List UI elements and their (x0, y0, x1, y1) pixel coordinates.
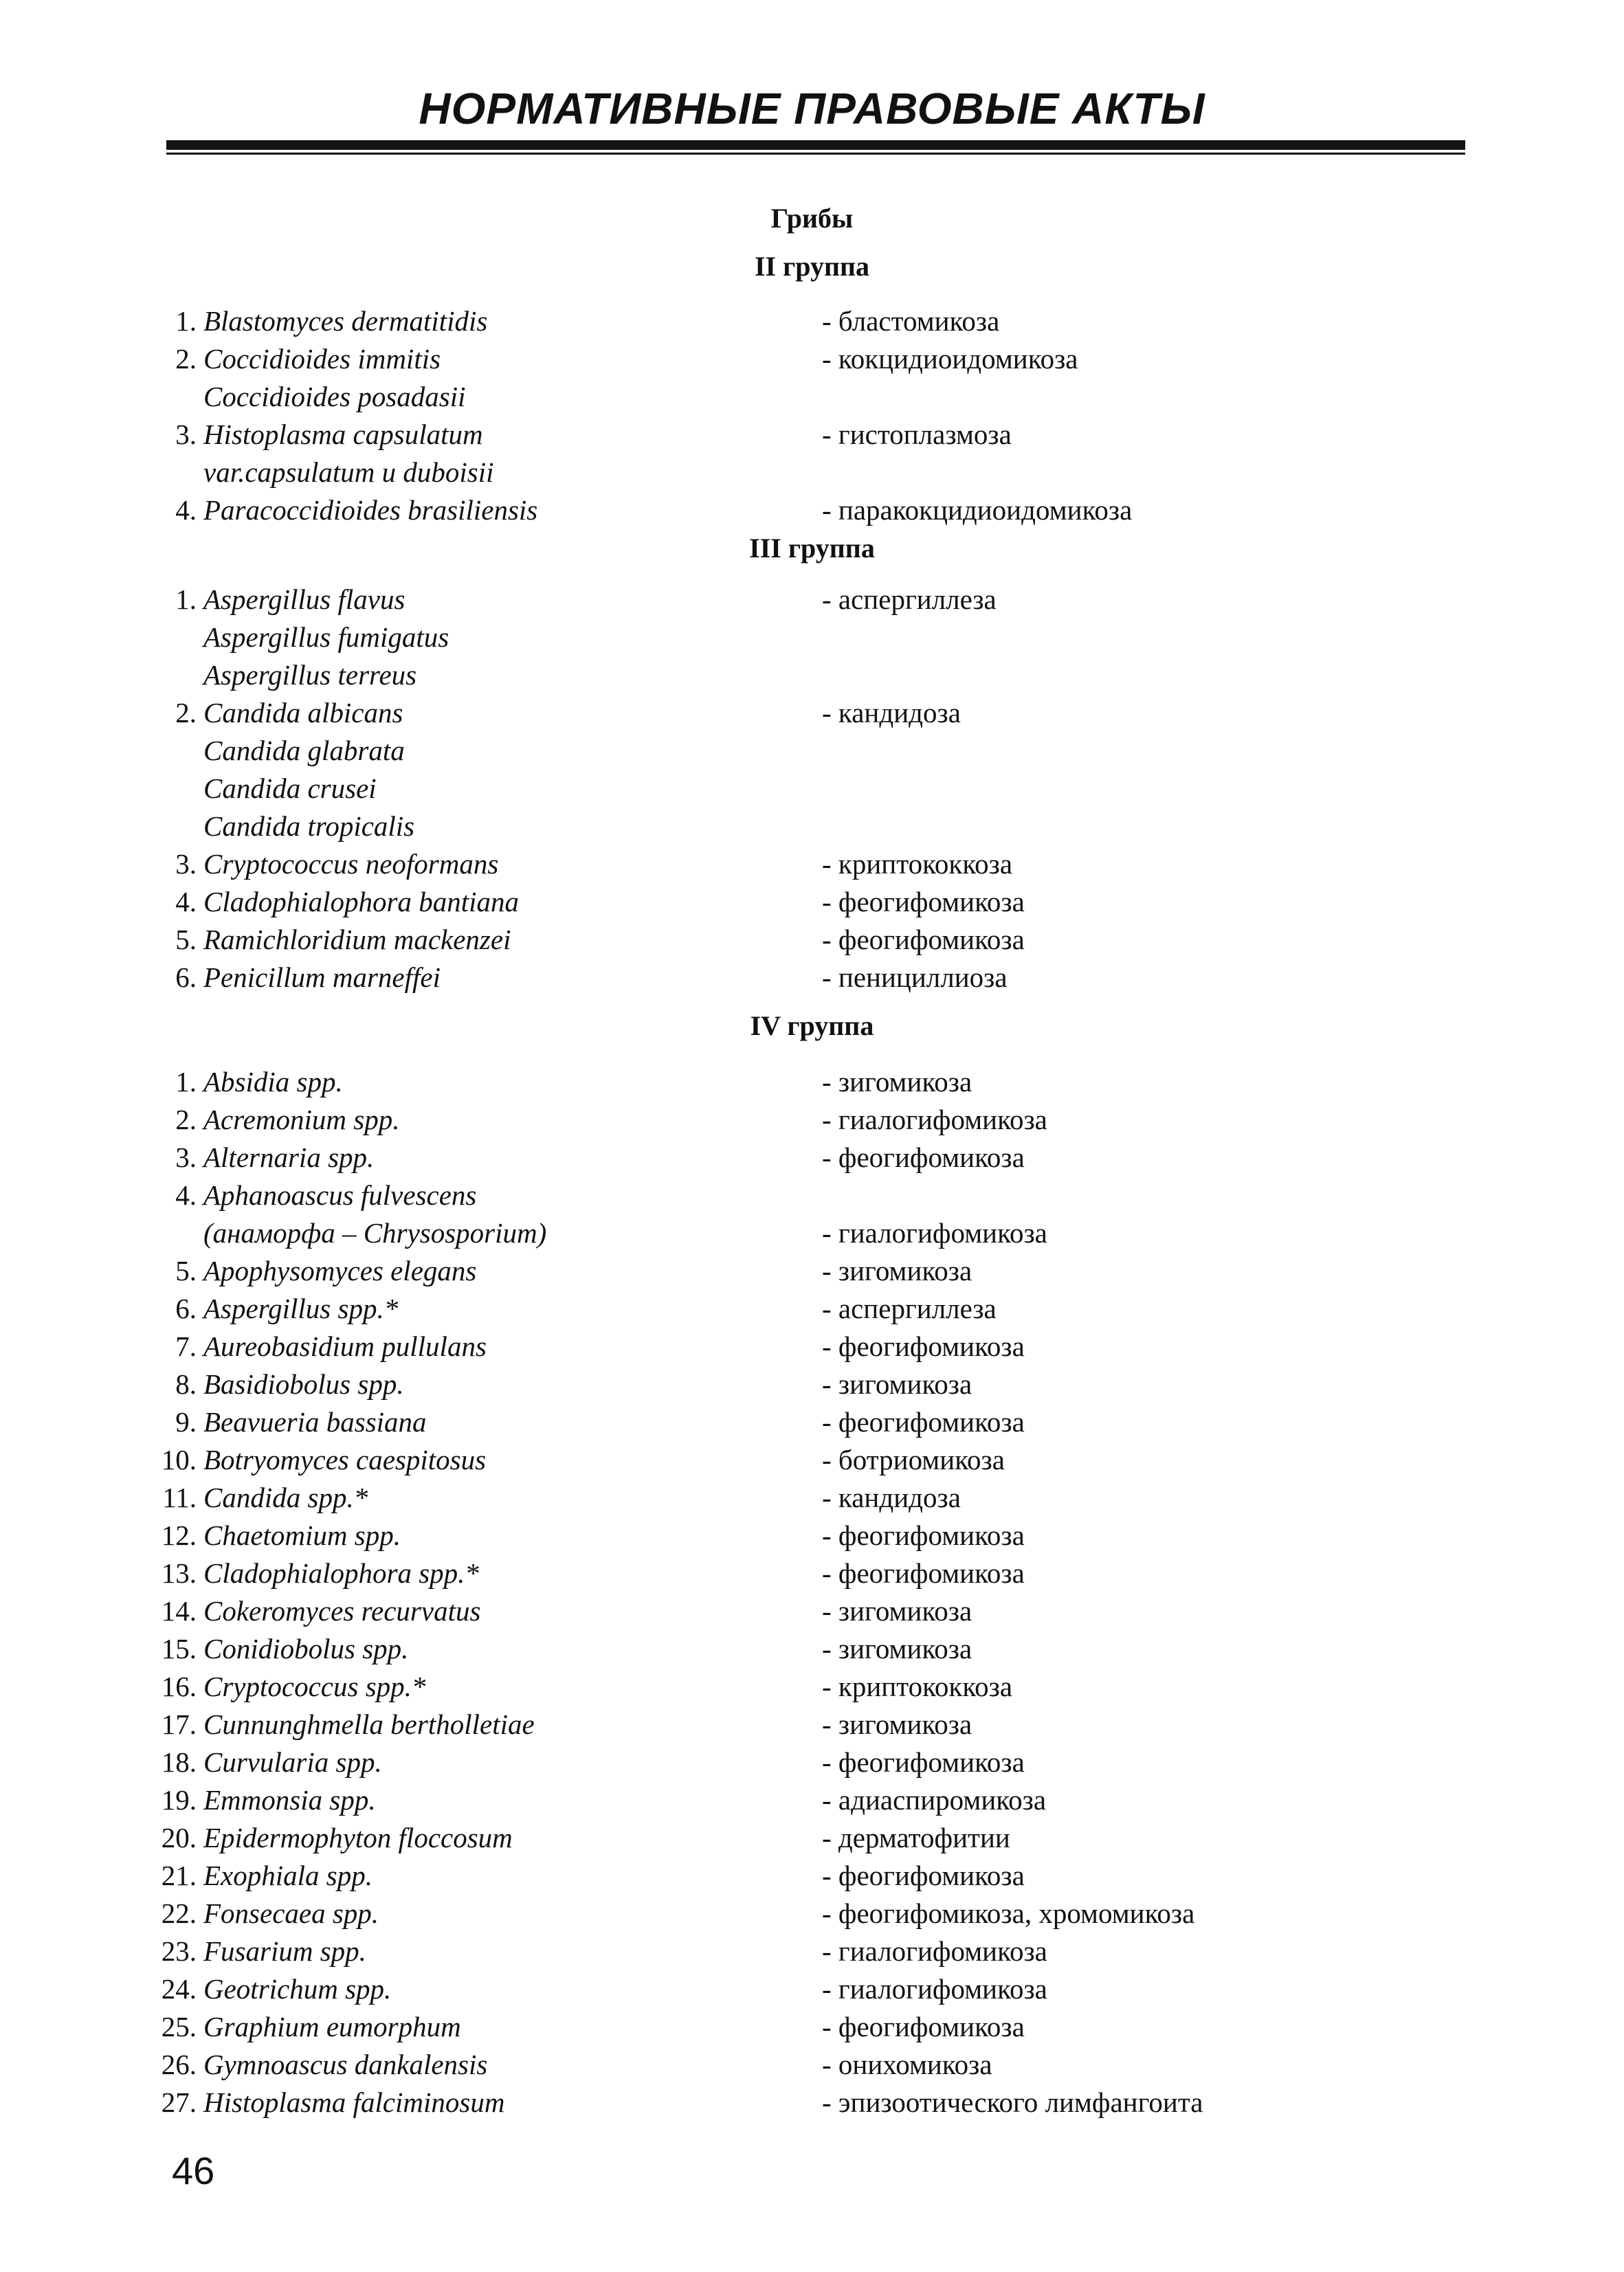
disease-name: - гиалогифомикоза (822, 1104, 1047, 1135)
item-number: 23. (161, 1935, 197, 1967)
disease-name: - феогифомикоза (822, 1330, 1025, 1362)
list-item (0, 1592, 1624, 1630)
item-number: 2. (175, 1104, 197, 1135)
list-item (0, 1630, 1624, 1668)
group-title: III группа (749, 533, 875, 564)
list-item (0, 378, 1624, 416)
organism-name: Cunnunghmella bertholletiae (203, 1708, 535, 1740)
section-title: Грибы (770, 203, 854, 234)
organism-name: Curvularia spp. (203, 1746, 382, 1778)
organism-name: Aspergillus terreus (203, 659, 417, 691)
organism-name: Geotrichum spp. (203, 1973, 392, 2005)
disease-name: - зигомикоза (822, 1595, 972, 1627)
list-item (0, 340, 1624, 378)
organism-name: Chaetomium spp. (203, 1519, 401, 1551)
list-item (0, 454, 1624, 491)
item-number: 6. (175, 1293, 197, 1324)
organism-name: Aphanoascus fulvescens (203, 1179, 477, 1211)
item-number: 21. (161, 1860, 197, 1891)
list-item (0, 2046, 1624, 2084)
item-number: 2. (175, 697, 197, 728)
page-number: 46 (172, 2149, 215, 2192)
organism-name: Acremonium spp. (203, 1104, 400, 1135)
list-item (0, 619, 1624, 656)
disease-name: - гиалогифомикоза (822, 1217, 1047, 1249)
item-number: 27. (161, 2086, 197, 2118)
item-number: 3. (175, 848, 197, 880)
disease-name: - криптококкоза (822, 848, 1013, 880)
disease-name: - кандидоза (822, 697, 961, 728)
item-number: 2. (175, 343, 197, 375)
disease-name: - гиалогифомикоза (822, 1935, 1047, 1967)
organism-name: Candida glabrata (203, 735, 405, 766)
disease-name: - зигомикоза (822, 1066, 972, 1098)
organism-name: Candida tropicalis (203, 810, 415, 842)
list-item (0, 1214, 1624, 1252)
item-number: 11. (162, 1482, 197, 1513)
disease-name: - кандидоза (822, 1482, 961, 1513)
organism-name: Candida crusei (203, 772, 377, 804)
item-number: 19. (161, 1784, 197, 1816)
organism-name: Penicillum marneffei (203, 961, 441, 993)
organism-name: Aureobasidium pullulans (203, 1330, 487, 1362)
item-number: 1. (175, 583, 197, 615)
item-number: 5. (175, 924, 197, 955)
list-item (0, 2084, 1624, 2121)
item-number: 6. (175, 961, 197, 993)
list-item (0, 1101, 1624, 1139)
organism-name: (анаморфа – Chrysosporium) (203, 1217, 547, 1249)
list-item (0, 302, 1624, 340)
disease-name: - феогифомикоза (822, 1557, 1025, 1589)
header-rule-thin (166, 153, 1465, 155)
list-item (0, 1819, 1624, 1857)
disease-name: - феогифомикоза (822, 924, 1025, 955)
list-item (0, 1139, 1624, 1177)
organism-name: Candida albicans (203, 697, 403, 728)
organism-name: Epidermophyton floccosum (203, 1822, 513, 1853)
item-number: 12. (161, 1519, 197, 1551)
disease-name: - зигомикоза (822, 1255, 972, 1287)
running-header-title: НОРМАТИВНЫЕ ПРАВОВЫЕ АКТЫ (419, 84, 1205, 133)
list-item (0, 1668, 1624, 1706)
organism-name: Paracoccidioides brasiliensis (203, 494, 538, 526)
disease-name: - онихомикоза (822, 2049, 992, 2080)
item-number: 26. (161, 2049, 197, 2080)
list-item (0, 1328, 1624, 1366)
list-item (0, 1555, 1624, 1592)
organism-name: Exophiala spp. (203, 1860, 372, 1891)
disease-name: - феогифомикоза (822, 1406, 1025, 1438)
organism-name: Coccidioides immitis (203, 343, 441, 375)
organism-name: Coccidioides posadasii (203, 381, 466, 412)
organism-name: Alternaria spp. (203, 1141, 375, 1173)
disease-name: - адиаспиромикоза (822, 1784, 1047, 1816)
disease-name: - дерматофитии (822, 1822, 1010, 1853)
list-item (0, 770, 1624, 808)
organism-name: Aspergillus flavus (203, 583, 405, 615)
list-item (0, 883, 1624, 921)
list-item (0, 1517, 1624, 1555)
organism-name: Basidiobolus spp. (203, 1368, 404, 1400)
disease-name: - эпизоотического лимфангоита (822, 2086, 1203, 2118)
item-number: 9. (175, 1406, 197, 1438)
disease-name: - феогифомикоза (822, 1519, 1025, 1551)
list-item (0, 1895, 1624, 1933)
organism-name: Cladophialophora bantiana (203, 886, 520, 917)
item-number: 13. (161, 1557, 197, 1589)
disease-name: - зигомикоза (822, 1633, 972, 1664)
list-item (0, 1252, 1624, 1290)
header-rule-thick (166, 140, 1465, 150)
list-item (0, 1970, 1624, 2008)
list-item (0, 732, 1624, 770)
organism-name: Gymnoascus dankalensis (203, 2049, 488, 2080)
organism-name: Apophysomyces elegans (203, 1255, 477, 1287)
item-number: 4. (175, 886, 197, 917)
list-item (0, 1290, 1624, 1328)
disease-name: - феогифомикоза, хромомикоза (822, 1897, 1195, 1929)
organism-name: Emmonsia spp. (203, 1784, 376, 1816)
item-number: 8. (175, 1368, 197, 1400)
list-item (0, 1706, 1624, 1744)
disease-name: - ботриомикоза (822, 1444, 1005, 1475)
item-number: 5. (175, 1255, 197, 1287)
item-number: 1. (175, 305, 197, 337)
organism-name: Histoplasma falciminosum (203, 2086, 505, 2118)
disease-name: - аспергиллеза (822, 1293, 997, 1324)
disease-name: - феогифомикоза (822, 1141, 1025, 1173)
disease-name: - феогифомикоза (822, 1860, 1025, 1891)
organism-name: Histoplasma capsulatum (203, 419, 483, 450)
item-number: 24. (161, 1973, 197, 2005)
group-title: IV группа (750, 1010, 874, 1041)
organism-name: Blastomyces dermatitidis (203, 305, 488, 337)
list-item (0, 1403, 1624, 1441)
disease-name: - феогифомикоза (822, 1746, 1025, 1778)
list-item (0, 1479, 1624, 1517)
item-number: 25. (161, 2011, 197, 2042)
item-number: 15. (161, 1633, 197, 1664)
list-item (0, 1857, 1624, 1895)
list-item (0, 656, 1624, 694)
item-number: 14. (161, 1595, 197, 1627)
item-number: 3. (175, 1141, 197, 1173)
organism-name: Absidia spp. (203, 1066, 343, 1098)
organism-name: var.capsulatum и duboisii (203, 456, 494, 488)
list-item (0, 921, 1624, 959)
item-number: 18. (161, 1746, 197, 1778)
list-item (0, 1177, 1624, 1214)
disease-name: - гиалогифомикоза (822, 1973, 1047, 2005)
organism-name: Beavueria bassiana (203, 1406, 427, 1438)
disease-name: - паракокцидиоидомикоза (822, 494, 1133, 526)
organism-name: Cryptococcus spp.* (203, 1671, 426, 1702)
organism-name: Cryptococcus neoformans (203, 848, 499, 880)
item-number: 22. (161, 1897, 197, 1929)
organism-name: Botryomyces caespitosus (203, 1444, 487, 1475)
group-title: II группа (754, 251, 870, 282)
list-item (0, 959, 1624, 996)
list-item (0, 1366, 1624, 1403)
list-item (0, 808, 1624, 845)
organism-name: Conidiobolus spp. (203, 1633, 409, 1664)
organism-name: Ramichloridium mackenzei (203, 924, 511, 955)
list-item (0, 1781, 1624, 1819)
disease-name: - бластомикоза (822, 305, 1000, 337)
list-item (0, 581, 1624, 619)
list-item (0, 845, 1624, 883)
item-number: 10. (161, 1444, 197, 1475)
organism-name: Graphium eumorphum (203, 2011, 461, 2042)
organism-name: Aspergillus spp.* (203, 1293, 399, 1324)
organism-name: Fusarium spp. (203, 1935, 366, 1967)
disease-name: - феогифомикоза (822, 886, 1025, 917)
disease-name: - зигомикоза (822, 1368, 972, 1400)
disease-name: - криптококкоза (822, 1671, 1013, 1702)
item-number: 7. (175, 1330, 197, 1362)
list-item (0, 694, 1624, 732)
item-number: 20. (161, 1822, 197, 1853)
item-number: 16. (161, 1671, 197, 1702)
item-number: 17. (161, 1708, 197, 1740)
item-number: 1. (175, 1066, 197, 1098)
list-item (0, 2008, 1624, 2046)
list-item (0, 1744, 1624, 1781)
organism-name: Cladophialophora spp.* (203, 1557, 479, 1589)
disease-name: - гистоплазмоза (822, 419, 1012, 450)
disease-name: - зигомикоза (822, 1708, 972, 1740)
item-number: 3. (175, 419, 197, 450)
disease-name: - феогифомикоза (822, 2011, 1025, 2042)
item-number: 4. (175, 494, 197, 526)
list-item (0, 1441, 1624, 1479)
organism-name: Candida spp.* (203, 1482, 368, 1513)
item-number: 4. (175, 1179, 197, 1211)
organism-name: Cokeromyces recurvatus (203, 1595, 481, 1627)
list-item (0, 416, 1624, 454)
organism-name: Fonsecaea spp. (203, 1897, 379, 1929)
list-item (0, 491, 1624, 529)
list-item (0, 1063, 1624, 1101)
organism-name: Aspergillus fumigatus (203, 621, 449, 653)
disease-name: - пенициллиоза (822, 961, 1008, 993)
disease-name: - кокцидиоидомикоза (822, 343, 1078, 375)
list-item (0, 1933, 1624, 1970)
disease-name: - аспергиллеза (822, 583, 997, 615)
